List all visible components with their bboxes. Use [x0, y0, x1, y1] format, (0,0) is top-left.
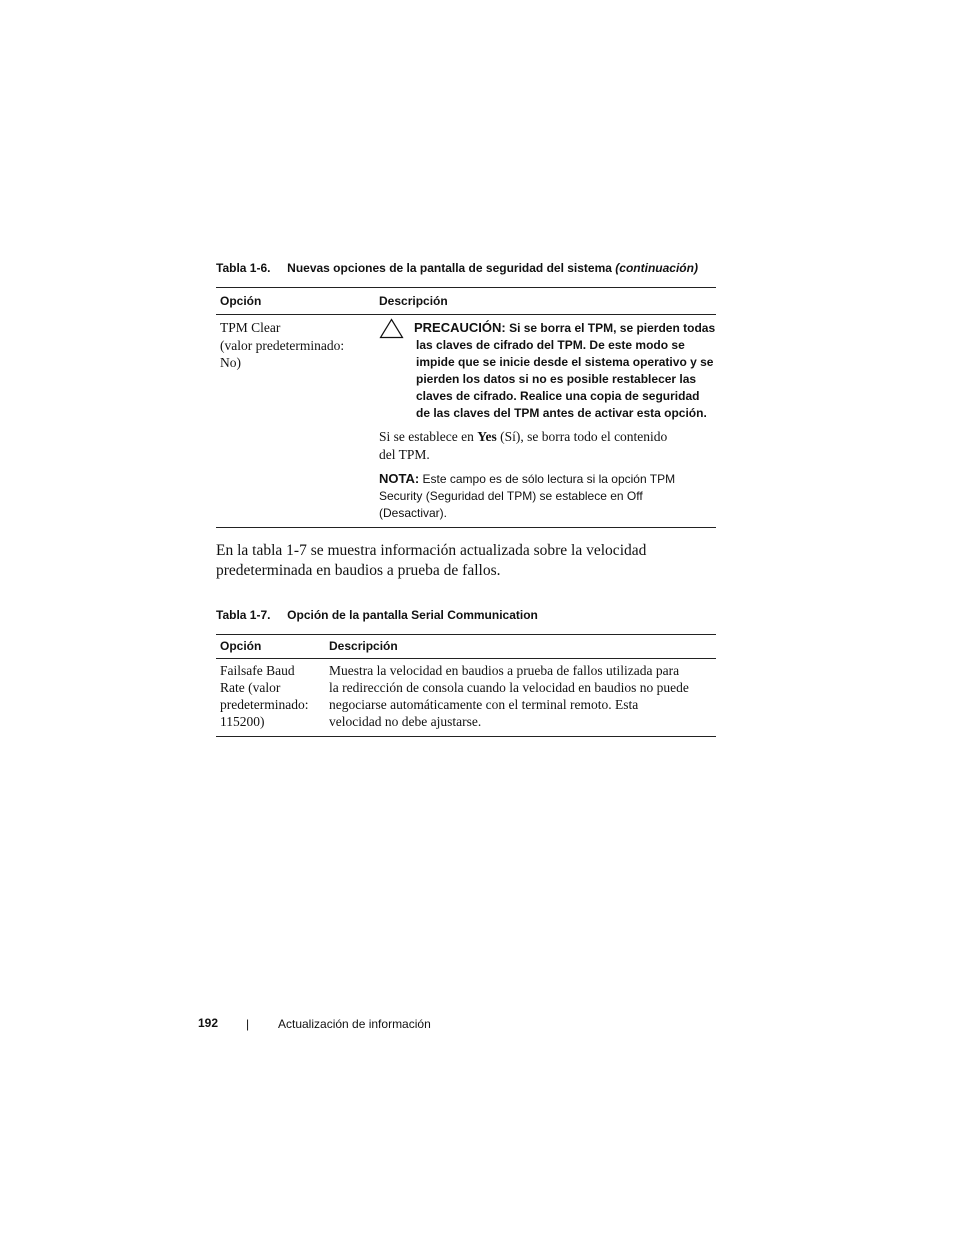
- option-line: Rate (valor: [220, 680, 281, 695]
- table-title: Nuevas opciones de la pantalla de seguridad del sistema: [287, 261, 612, 275]
- caution-line: de las claves del TPM antes de activar esta opción.: [416, 406, 707, 420]
- paragraph-line: predeterminada en baudios a prueba de fallos.: [216, 562, 501, 579]
- caution-line: las claves de cifrado del TPM. De este modo se: [416, 338, 685, 352]
- table-header-rule: [216, 314, 716, 315]
- note-text: (Desactivar).: [379, 506, 448, 520]
- note-option-name: Security: [379, 489, 423, 503]
- body-paragraph: [216, 541, 716, 581]
- option-default-value: No): [220, 355, 241, 370]
- caution-line: impide que se inicie desde el sistema operativo y se: [416, 355, 714, 369]
- footer-section-title: Actualización de información: [278, 1017, 431, 1031]
- table-header-rule: [216, 658, 716, 659]
- option-line: predeterminado:: [220, 697, 309, 712]
- option-name: TPM Clear: [220, 320, 281, 335]
- caution-line: claves de cifrado. Realice una copia de seguridad: [416, 389, 700, 403]
- description-line: Muestra la velocidad en baudios a prueba de fallos utilizada para: [329, 663, 680, 678]
- paragraph-line: En la tabla 1-7 se muestra información actualizada sobre la velocidad: [216, 542, 647, 559]
- note-option-name: TPM: [649, 472, 676, 486]
- note-text: Este campo es de sólo lectura si la opción: [419, 472, 650, 486]
- description-line: velocidad no debe ajustarse.: [329, 714, 482, 729]
- column-header-description: Descripción: [379, 294, 448, 308]
- page-number: 192: [198, 1016, 219, 1030]
- option-default-label: (valor predeterminado:: [220, 337, 345, 353]
- caution-block: [414, 319, 716, 422]
- option-cell-tpm-clear: [220, 319, 344, 372]
- caution-label: PRECAUCIÓN:: [414, 320, 506, 335]
- table-top-rule: [216, 634, 716, 635]
- table-top-rule: [216, 287, 716, 288]
- table-bottom-rule: [216, 527, 716, 528]
- note-value-off: Off: [626, 489, 643, 503]
- option-line: Failsafe Baud: [220, 663, 295, 678]
- description-line: negociarse automáticamente con el terminal remoto. Esta: [329, 697, 639, 712]
- footer-separator: |: [246, 1017, 250, 1031]
- table-number: Tabla 1-7.: [216, 608, 271, 622]
- table-number: Tabla 1-6.: [216, 261, 271, 275]
- table-bottom-rule: [216, 736, 716, 737]
- description-text: Si se establece en: [379, 429, 478, 444]
- caution-line: Si se borra el TPM, se pierden todas: [509, 321, 716, 335]
- description-line: la redirección de consola cuando la velocidad en baudios no puede: [329, 680, 689, 695]
- description-text: del TPM.: [379, 446, 430, 462]
- caution-line: pierden los datos si no es posible restablecer las: [416, 372, 697, 386]
- description-value-yes: Yes: [477, 429, 497, 444]
- option-cell-failsafe-baud-rate: [220, 662, 308, 730]
- description-text: (Sí), se borra todo el contenido: [496, 429, 668, 444]
- table-title: Opción de la pantalla Serial Communication: [287, 608, 538, 622]
- note-label: NOTA:: [379, 471, 420, 486]
- option-line: 115200): [220, 714, 265, 729]
- note-block: [379, 470, 716, 522]
- column-header-description: Descripción: [329, 639, 398, 653]
- note-text: (Seguridad del TPM) se establece en: [422, 489, 627, 503]
- description-paragraph: [379, 428, 716, 463]
- caution-triangle-icon: [379, 318, 404, 344]
- column-header-option: Opción: [220, 639, 262, 653]
- description-cell: [329, 662, 716, 730]
- table-caption: [216, 608, 538, 622]
- table-continued: (continuación): [615, 261, 698, 275]
- table-caption: [216, 261, 698, 275]
- column-header-option: Opción: [220, 294, 262, 308]
